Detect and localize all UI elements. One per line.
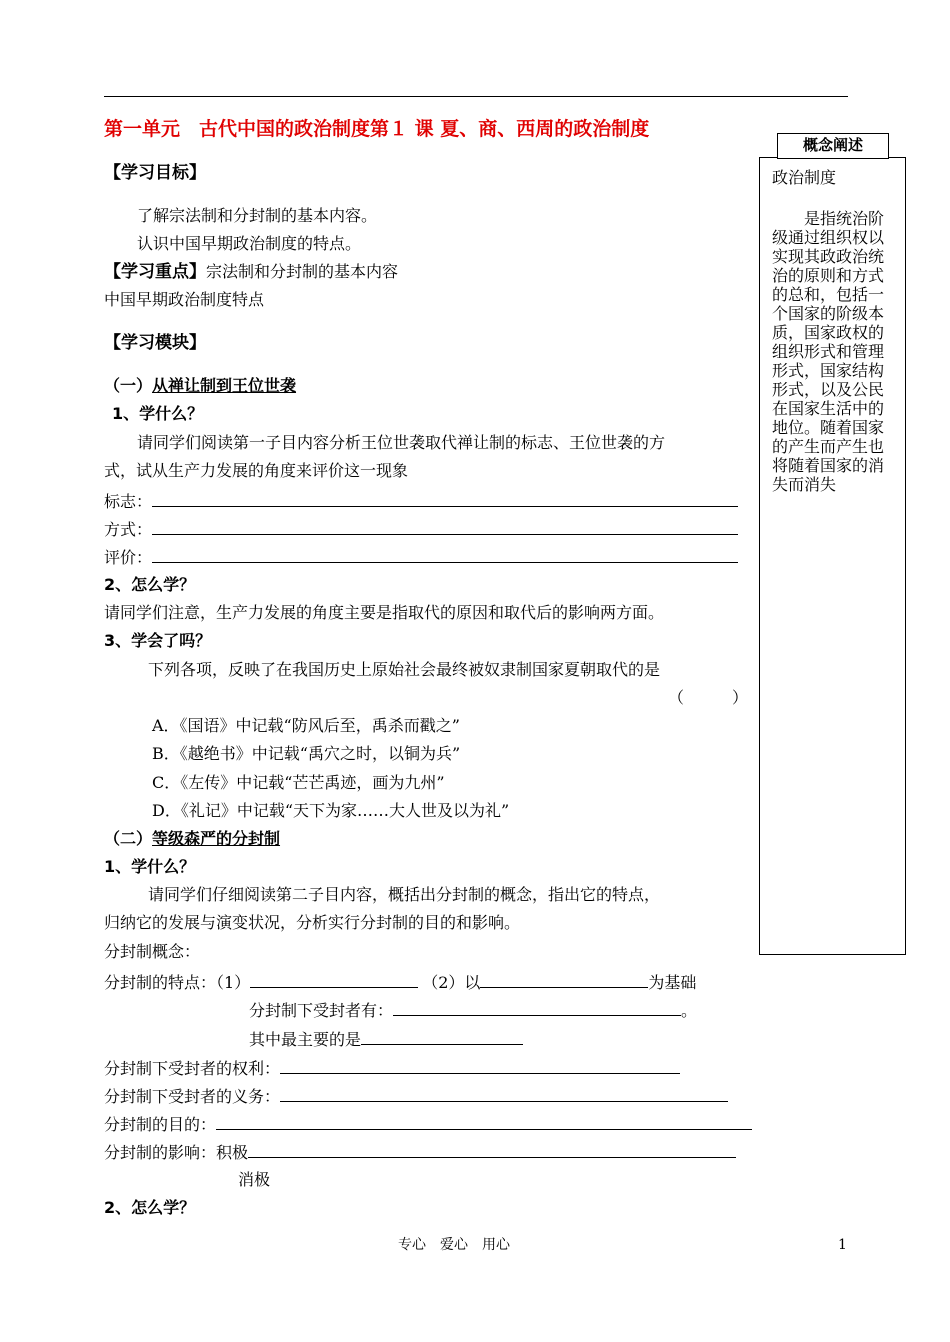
eval-row: [104, 546, 738, 568]
main-row: [249, 1028, 523, 1050]
section2-p1a: 请同学们仔细阅读第二子目内容，概括出分封制的概念，指出它的特点，: [148, 885, 661, 904]
focus-line: [104, 262, 398, 282]
page-number: 1: [838, 1237, 847, 1253]
purpose-blank[interactable]: [216, 1113, 752, 1130]
focus-heading: 【学习重点】: [104, 262, 206, 282]
answer-paren: （ ）: [668, 688, 749, 707]
feature-1-blank[interactable]: [250, 971, 418, 988]
sign-blank[interactable]: [152, 490, 738, 507]
receivers-blank[interactable]: [393, 999, 681, 1016]
section1-p3: 下列各项，反映了在我国历史上原始社会最终被奴隶制国家夏朝取代的是: [148, 660, 661, 679]
influence-label: 分封制的影响：积极: [104, 1143, 249, 1162]
section1-q2: 2、怎么学？: [104, 575, 196, 594]
section1-title-text: 从禅让制到王位世袭: [152, 376, 297, 395]
receivers-end: 。: [681, 1001, 698, 1020]
page-title: 第一单元 古代中国的政治制度第１ 课 夏、商、西周的政治制度: [104, 118, 650, 140]
features-row: [104, 971, 696, 993]
section2-prefix: （二）: [104, 829, 153, 848]
feature-2-blank[interactable]: [480, 971, 648, 988]
way-row: [104, 518, 738, 540]
feature-base: 为基础: [648, 973, 697, 992]
section1-q1: 1、学什么？: [112, 404, 204, 423]
section2-q2: 2、怎么学？: [104, 1198, 196, 1217]
section2-title-text: 等级森严的分封制: [152, 829, 281, 848]
option-c: C．《左传》中记载“芒芒禹迹，画为九州”: [152, 773, 445, 792]
concept-term: 政治制度: [772, 168, 837, 187]
main-label: 其中最主要的是: [249, 1030, 362, 1049]
focus-text: 宗法制和分封制的基本内容: [206, 262, 399, 281]
section2-q1: 1、学什么？: [104, 857, 196, 876]
footer-motto: 专心 爱心 用心: [398, 1237, 510, 1253]
purpose-row: [104, 1113, 752, 1135]
way-blank[interactable]: [152, 518, 738, 535]
purpose-label: 分封制的目的：: [104, 1115, 217, 1134]
way-label: 方式：: [104, 520, 153, 539]
header-rule: [104, 96, 848, 97]
concept-label: 分封制概念：: [104, 942, 201, 961]
option-b: B．《越绝书》中记载“禹穴之时，以铜为兵”: [152, 744, 461, 763]
rights-blank[interactable]: [280, 1057, 680, 1074]
focus-line-2: 中国早期政治制度特点: [104, 290, 265, 309]
feature-2-label: （2）以: [422, 973, 481, 992]
option-d: D．《礼记》中记载“天下为家……大人世及以为礼”: [152, 801, 510, 820]
section1-title: [104, 376, 296, 396]
main-blank[interactable]: [361, 1028, 523, 1045]
section1-p1a: 请同学们阅读第一子目内容分析王位世袭取代禅让制的标志、王位世袭的方: [137, 433, 666, 452]
section2-title: [104, 829, 280, 849]
duties-blank[interactable]: [280, 1085, 728, 1102]
concept-tab: 概念阐述: [777, 133, 889, 159]
features-label: 分封制的特点：: [104, 973, 217, 992]
rights-label: 分封制下受封者的权利：: [104, 1059, 281, 1078]
modules-heading: 【学习模块】: [104, 333, 206, 353]
sign-row: [104, 490, 738, 512]
section1-prefix: （一）: [104, 376, 153, 395]
option-a: A．《国语》中记载“防风后至，禹杀而戳之”: [152, 716, 460, 735]
feature-1-label: （1）: [216, 973, 251, 992]
duties-row: [104, 1085, 728, 1107]
section2-p1b: 归纳它的发展与演变状况，分析实行分封制的目的和影响。: [104, 913, 521, 932]
objective-1: 了解宗法制和分封制的基本内容。: [137, 206, 378, 225]
section1-q3: 3、学会了吗？: [104, 631, 212, 650]
objectives-heading: 【学习目标】: [104, 163, 206, 183]
negative-label: 消极: [238, 1170, 271, 1189]
receivers-label: 分封制下受封者有：: [249, 1001, 394, 1020]
influence-row: [104, 1141, 736, 1163]
rights-row: [104, 1057, 680, 1079]
duties-label: 分封制下受封者的义务：: [104, 1087, 281, 1106]
receivers-row: [249, 999, 697, 1021]
objective-2: 认识中国早期政治制度的特点。: [137, 234, 362, 253]
influence-blank[interactable]: [248, 1141, 736, 1158]
eval-blank[interactable]: [152, 546, 738, 563]
eval-label: 评价：: [104, 548, 153, 567]
sign-label: 标志：: [104, 492, 153, 511]
concept-definition: 是指统治阶级通过组织权以实现其政政治统治的原则和方式的总和，包括一个国家的阶级本质，国家政权的组织形式和管理形式，国家结构形式，以及公民在国家生活中的地位。随着国家的产生而产生也将随着国家的消失而消失: [772, 209, 885, 494]
section1-p1b: 式，试从生产力发展的角度来评价这一现象: [104, 461, 409, 480]
section1-p2: 请同学们注意，生产力发展的角度主要是指取代的原因和取代后的影响两方面。: [104, 603, 665, 622]
